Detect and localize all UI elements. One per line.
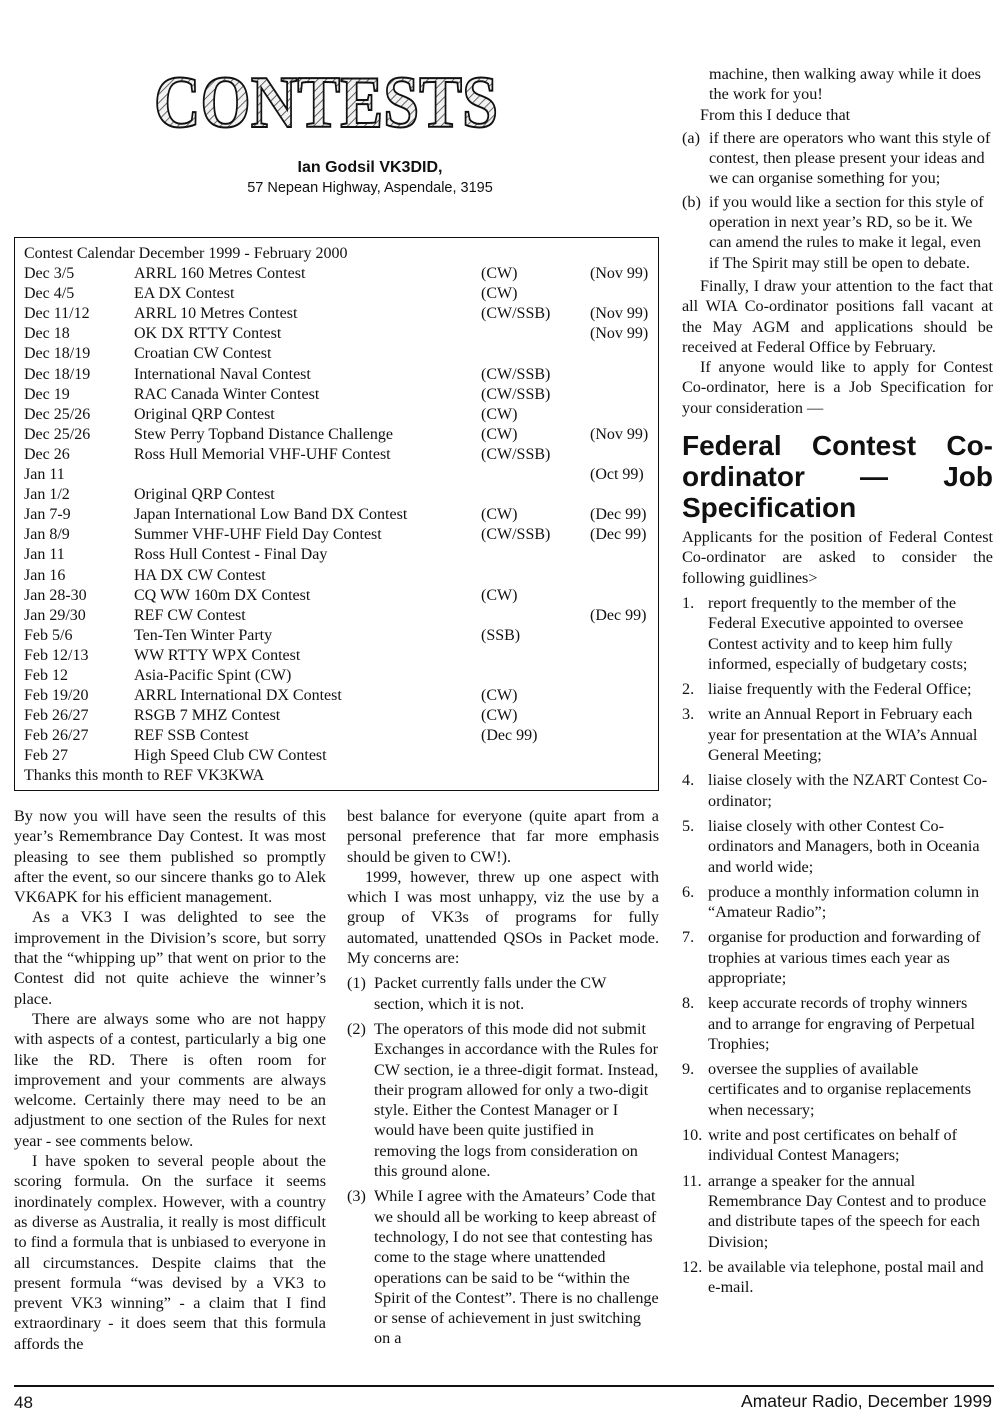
deduction-text: if there are operators who want this style of contest, then please present your ideas and we can organise something for you; <box>709 128 991 188</box>
calendar-row <box>24 686 658 706</box>
concern-text: The operators of this mode did not submit Exchanges in accordance with the Rules for CW section, ie a three-digit format. Instead, their program allowed for only a two-digit style. Either the Contest Manager or I would have been quite justified in removing the logs from consideration on this ground alone. <box>374 1019 659 1181</box>
duties-list <box>682 593 993 1298</box>
col1-paragraph: There are always some who are not happy with aspects of a contest, particularly a big one like the RD. There is often room for improvement and your comments are always welcome. Certainly there may need to be an adjustment to one section of the Rules for next year - see comments below. <box>14 1009 326 1150</box>
author-name: Ian Godsil VK3DID, <box>297 159 443 176</box>
calendar-contest-name: Stew Perry Topband Distance Challenge <box>134 425 393 443</box>
col1-paragraph: As a VK3 I was delighted to see the improvement in the Division’s score, but sorry that the “whipping up” that went on prior to the Contest did not quite achieve the winner’s place. <box>14 908 326 1008</box>
calendar-contest-name: Ten-Ten Winter Party <box>134 626 273 644</box>
duty-text: write an Annual Report in February each year for presentation at the WIA’s Annual General Meeting; <box>708 705 978 765</box>
author-block <box>150 157 590 199</box>
calendar-mode: (CW) <box>481 506 518 524</box>
column-2 <box>347 806 659 1349</box>
col3-continuation: machine, then walking away while it does the work for you! <box>709 65 981 104</box>
job-spec-heading: Federal Contest Co-ordinator — Job Specification <box>682 430 993 524</box>
calendar-contest-name: REF CW Contest <box>134 606 246 624</box>
calendar-date: Feb 19/20 <box>24 687 89 705</box>
calendar-date: Jan 11 <box>24 466 65 484</box>
duty-item <box>682 993 993 1054</box>
calendar-title-text: Contest Calendar December 1999 - February 2000 <box>24 245 348 262</box>
calendar-rows <box>24 264 658 766</box>
calendar-contest-name: Asia-Pacific Spint (CW) <box>134 666 292 684</box>
duty-item <box>682 1171 993 1252</box>
concern-item <box>347 1186 659 1348</box>
calendar-row <box>24 344 658 364</box>
calendar-row <box>24 525 658 545</box>
duty-number: 11. <box>682 1171 702 1190</box>
calendar-mode: (CW/SSB) <box>481 365 551 383</box>
calendar-row <box>24 606 658 626</box>
calendar-contest-name: HA DX CW Contest <box>134 566 266 584</box>
calendar-row <box>24 746 658 766</box>
calendar-date: Dec 11/12 <box>24 305 90 323</box>
calendar-contest-name: Croatian CW Contest <box>134 345 272 363</box>
calendar-date: Dec 18 <box>24 325 70 343</box>
concern-item <box>347 973 659 1014</box>
calendar-note: (Nov 99) <box>590 305 649 323</box>
calendar-mode: (CW) <box>481 405 518 423</box>
calendar-contest-name: WW RTTY WPX Contest <box>134 646 301 664</box>
deduction-marker: (b) <box>682 192 701 211</box>
calendar-contest-name: Original QRP Contest <box>134 486 275 504</box>
calendar-date: Jan 1/2 <box>24 486 70 504</box>
column-3 <box>682 64 993 1297</box>
calendar-date: Dec 4/5 <box>24 285 75 303</box>
duty-item <box>682 1125 993 1166</box>
calendar-date: Dec 18/19 <box>24 365 91 383</box>
duty-number: 4. <box>682 771 695 790</box>
calendar-note: (Oct 99) <box>590 466 644 484</box>
duty-item <box>682 927 993 988</box>
calendar-date: Feb 12 <box>24 666 68 684</box>
concern-item <box>347 1019 659 1181</box>
calendar-mode: (CW) <box>481 285 518 303</box>
duty-number: 10. <box>682 1126 703 1145</box>
calendar-mode: (CW) <box>481 687 518 705</box>
calendar-date: Feb 27 <box>24 747 68 765</box>
calendar-row <box>24 425 658 445</box>
deduction-text: if you would like a section for this style of operation in next year’s RD, so be it. We can amend the rules to make it legal, even if The Spirit may still be open to debate. <box>709 192 984 272</box>
deduction-marker: (a) <box>682 128 700 147</box>
duty-item <box>682 816 993 877</box>
col3-paragraph: Finally, I draw your attention to the fact that all WIA Co-ordinator positions fall vacant at the May AGM and applications should be received at Federal Office by February. <box>682 276 993 356</box>
duty-item <box>682 593 993 674</box>
column-1 <box>14 806 326 1354</box>
calendar-date: Feb 26/27 <box>24 707 89 725</box>
calendar-note: (Dec 99) <box>590 506 647 524</box>
calendar-mode: (CW) <box>481 265 518 283</box>
calendar-note: (Nov 99) <box>590 425 649 443</box>
duty-text: oversee the supplies of available certificates and to organise replacements when necessary; <box>708 1060 972 1119</box>
calendar-row <box>24 304 658 324</box>
duty-text: liaise closely with the NZART Contest Co-ordinator; <box>708 771 988 810</box>
col1-paragraph: I have spoken to several people about the scoring formula. On the surface it seems inordinately complex. However, with a country as diverse as Australia, it really is most difficult to find a formula that is unbiased to everyone in all circumstances. Despite claims that the present formula “was devised by a VK3 to prevent VK3 winning” - a claim that I find extraordinary - it does seem that this formula affords the <box>14 1152 326 1353</box>
duty-number: 3. <box>682 705 695 724</box>
calendar-contest-name: REF SSB Contest <box>134 727 249 745</box>
duty-number: 7. <box>682 928 695 947</box>
contests-logo <box>150 60 502 144</box>
footer-rule <box>14 1385 994 1387</box>
duty-text: produce a monthly information column in “Amateur Radio”; <box>708 882 980 922</box>
calendar-row <box>24 284 658 304</box>
duty-text: be available via telephone, postal mail and e-mail. <box>708 1257 984 1297</box>
duty-item <box>682 882 993 923</box>
calendar-date: Dec 25/26 <box>24 405 91 423</box>
duty-number: 6. <box>682 882 695 901</box>
deduction-item <box>682 192 993 273</box>
calendar-row <box>24 666 658 686</box>
calendar-date: Jan 11 <box>24 546 65 564</box>
calendar-title <box>24 244 658 264</box>
calendar-row <box>24 465 658 485</box>
calendar-note: (Dec 99) <box>590 526 647 544</box>
calendar-date: Feb 5/6 <box>24 626 73 644</box>
calendar-date: Dec 25/26 <box>24 425 91 443</box>
calendar-row <box>24 626 658 646</box>
calendar-date: Jan 28-30 <box>24 586 87 604</box>
contests-logo-graphic <box>150 60 502 144</box>
calendar-contest-name: High Speed Club CW Contest <box>134 747 327 765</box>
concern-text: Packet currently falls under the CW section, which it is not. <box>374 974 607 1013</box>
duty-text: organise for production and forwarding of trophies at various times each year as appropriate; <box>708 928 981 987</box>
calendar-date: Jan 29/30 <box>24 606 86 624</box>
col3-deduce: From this I deduce that <box>700 105 851 124</box>
calendar-date: Dec 26 <box>24 445 70 463</box>
col2-paragraph: best balance for everyone (quite apart from a personal preference that far more emphasis should be given to CW!). <box>347 807 659 866</box>
calendar-contest-name: ARRL International DX Contest <box>134 687 342 705</box>
calendar-row <box>24 264 658 284</box>
duty-number: 1. <box>682 593 695 612</box>
calendar-note: (Dec 99) <box>590 606 647 624</box>
calendar-contest-name: Ross Hull Memorial VHF-UHF Contest <box>134 445 391 463</box>
duty-text: keep accurate records of trophy winners and to arrange for engraving of Perpetual Trophies; <box>708 994 975 1053</box>
calendar-row <box>24 706 658 726</box>
calendar-date: Feb 26/27 <box>24 727 89 745</box>
calendar-contest-name: OK DX RTTY Contest <box>134 325 282 343</box>
calendar-mode: (CW) <box>481 425 518 443</box>
calendar-date: Jan 7-9 <box>24 506 71 524</box>
calendar-mode: (SSB) <box>481 626 521 644</box>
calendar-mode: (Dec 99) <box>481 727 538 745</box>
calendar-note: (Nov 99) <box>590 265 649 283</box>
author-address: 57 Nepean Highway, Aspendale, 3195 <box>247 180 493 196</box>
calendar-date: Dec 19 <box>24 385 70 403</box>
contest-calendar <box>14 237 659 791</box>
calendar-contest-name: International Naval Contest <box>134 365 311 383</box>
calendar-row <box>24 726 658 746</box>
calendar-row <box>24 385 658 405</box>
calendar-date: Jan 16 <box>24 566 66 584</box>
duty-text: liaise frequently with the Federal Office; <box>708 680 972 699</box>
calendar-date: Dec 3/5 <box>24 265 75 283</box>
calendar-mode: (CW/SSB) <box>481 305 551 323</box>
duty-number: 8. <box>682 994 695 1013</box>
col3-paragraph: If anyone would like to apply for Contest Co-ordinator, here is a Job Specification for your consideration — <box>682 358 993 417</box>
calendar-contest-name: RAC Canada Winter Contest <box>134 385 320 403</box>
calendar-contest-name: ARRL 160 Metres Contest <box>134 265 306 283</box>
calendar-mode: (CW/SSB) <box>481 385 551 403</box>
duty-item <box>682 770 993 811</box>
calendar-date: Feb 12/13 <box>24 646 89 664</box>
duty-item <box>682 1059 993 1120</box>
calendar-mode: (CW/SSB) <box>481 445 551 463</box>
publication-title: Amateur Radio, December 1999 <box>741 1391 992 1411</box>
duty-number: 5. <box>682 816 695 835</box>
duty-item <box>682 1257 993 1298</box>
calendar-thanks <box>24 766 658 786</box>
calendar-row <box>24 445 658 465</box>
calendar-contest-name: Summer VHF-UHF Field Day Contest <box>134 526 382 544</box>
duty-text: report frequently to the member of the Federal Executive appointed to oversee Contest activity and to keep him fully informed, especially of budgetary costs; <box>708 593 968 673</box>
deduction-item <box>682 128 993 189</box>
concern-marker: (3) <box>347 1187 366 1206</box>
duty-text: liaise closely with other Contest Co-ordinators and Managers, both in Oceania and world wide; <box>708 816 980 876</box>
calendar-row <box>24 545 658 565</box>
calendar-row <box>24 505 658 525</box>
calendar-contest-name: RSGB 7 MHZ Contest <box>134 707 281 725</box>
duty-item <box>682 704 993 765</box>
calendar-row <box>24 566 658 586</box>
calendar-contest-name: ARRL 10 Metres Contest <box>134 305 298 323</box>
duty-item <box>682 679 993 699</box>
calendar-mode: (CW) <box>481 586 518 604</box>
calendar-contest-name: Original QRP Contest <box>134 405 275 423</box>
calendar-row <box>24 405 658 425</box>
job-spec-intro: Applicants for the position of Federal Contest Co-ordinator are asked to consider the following guidlines> <box>682 528 993 587</box>
calendar-date: Dec 18/19 <box>24 345 91 363</box>
duty-number: 9. <box>682 1060 695 1079</box>
calendar-date: Jan 8/9 <box>24 526 70 544</box>
col2-paragraph: 1999, however, threw up one aspect with which I was most unhappy, viz the use by a group of VK3s of programs for fully automated, unattended QSOs in Packet mode. My concerns are: <box>347 867 659 968</box>
calendar-thanks-text: Thanks this month to REF VK3KWA <box>24 767 265 785</box>
calendar-mode: (CW/SSB) <box>481 526 551 544</box>
calendar-row <box>24 646 658 666</box>
calendar-mode: (CW) <box>481 707 518 725</box>
concern-marker: (1) <box>347 974 366 993</box>
calendar-row <box>24 324 658 344</box>
calendar-contest-name: Ross Hull Contest - Final Day <box>134 546 328 564</box>
page-number: 48 <box>14 1393 33 1412</box>
calendar-contest-name: Japan International Low Band DX Contest <box>134 506 408 524</box>
duty-number: 12. <box>682 1257 703 1276</box>
duty-number: 2. <box>682 680 695 699</box>
calendar-row <box>24 485 658 505</box>
col1-paragraph: By now you will have seen the results of this year’s Remembrance Day Contest. It was most pleasing to see them published so promptly after the event, so our sincere thanks go to Alek VK6APK for his efficient management. <box>14 807 326 907</box>
concern-text: While I agree with the Amateurs’ Code that we should all be working to keep abreast of technology, I do not see that contesting has come to the stage where unattended operations can be said to be “within the Spirit of the Contest”. There is no challenge or sense of achievement in just switching on a <box>374 1187 659 1348</box>
duty-text: write and post certificates on behalf of individual Contest Managers; <box>708 1126 958 1165</box>
calendar-row <box>24 586 658 606</box>
calendar-contest-name: EA DX Contest <box>134 285 235 303</box>
duty-text: arrange a speaker for the annual Remembrance Day Contest and to produce and distribute tapes of the speech for each Division; <box>708 1171 987 1251</box>
contests-logo-text: CONTESTS <box>154 62 498 144</box>
calendar-contest-name: CQ WW 160m DX Contest <box>134 586 311 604</box>
calendar-note: (Nov 99) <box>590 325 649 343</box>
concern-marker: (2) <box>347 1019 366 1038</box>
calendar-row <box>24 365 658 385</box>
